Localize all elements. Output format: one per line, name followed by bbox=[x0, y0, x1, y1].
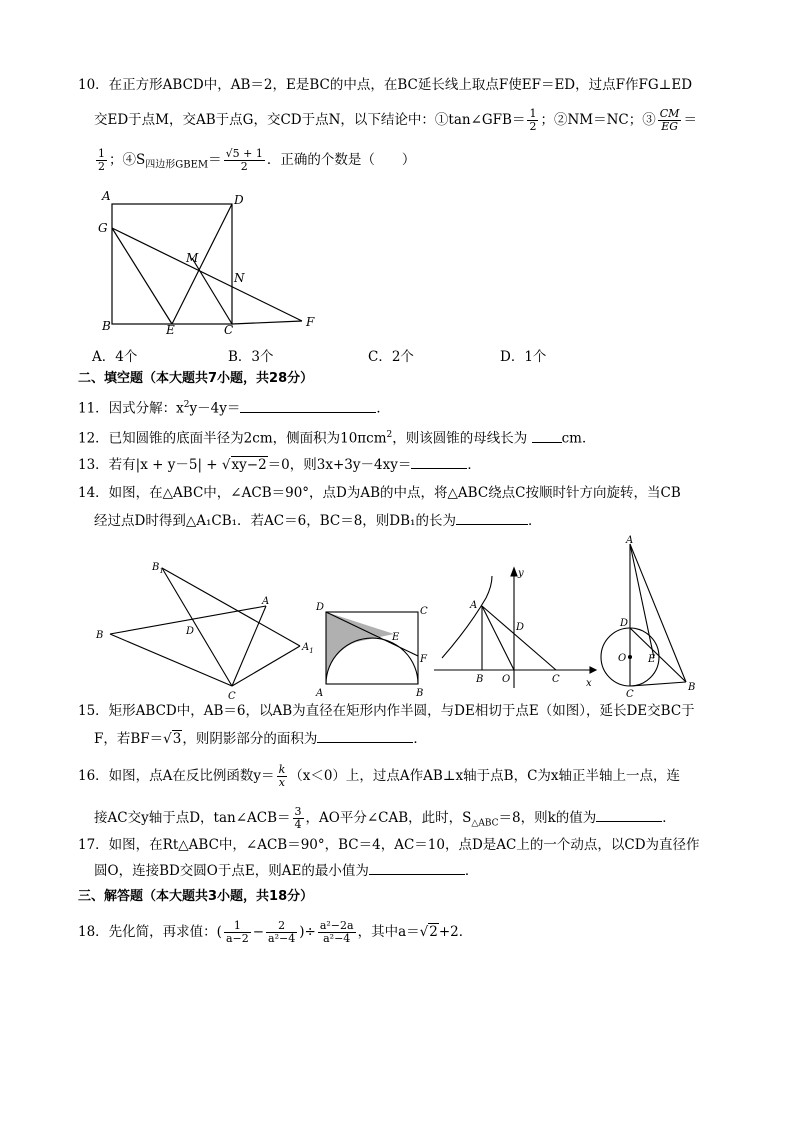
q16-line1 bbox=[78, 764, 680, 789]
q11 bbox=[78, 396, 390, 418]
q15-text: F，若BF＝ bbox=[94, 731, 164, 747]
q10-text: ；④S bbox=[109, 152, 146, 168]
label-x: x bbox=[586, 678, 592, 689]
q16-text: （x＜0）上，过点A作AB⊥x轴于点B，C为x轴正半轴上一点，连 bbox=[289, 768, 681, 784]
q10-option-a[interactable]: A．4个 bbox=[92, 349, 138, 365]
q10-option-d[interactable]: D．1个 bbox=[500, 349, 547, 365]
label-A: A bbox=[626, 535, 634, 546]
q16-line2 bbox=[94, 806, 676, 833]
fraction-half: $\frac{1}{2}$ bbox=[98, 147, 105, 173]
section-solution-heading: 三、解答题（本大题共3小题，共18分） bbox=[78, 889, 314, 904]
fraction-1: $\frac{1}{a-2}$ bbox=[225, 919, 249, 945]
q10-text: ；②NM＝NC；③ bbox=[540, 112, 656, 128]
q16-answer-blank[interactable] bbox=[596, 809, 662, 822]
q18-text: − bbox=[252, 924, 265, 940]
label-D: D bbox=[620, 618, 629, 629]
label-D: D bbox=[186, 626, 195, 637]
q10-text: ＝ bbox=[208, 152, 222, 168]
q10-line3 bbox=[94, 148, 415, 175]
q13-radicand: xy−2 bbox=[231, 457, 267, 473]
q17-text: ． bbox=[464, 863, 479, 879]
q18-text: +2． bbox=[438, 924, 473, 940]
q10-text: 交ED于点M，交AB于点G，交CD于点N，以下结论中：①tan∠GFB＝ bbox=[94, 112, 526, 128]
label-y: y bbox=[518, 568, 524, 579]
q13-text: ． bbox=[467, 457, 481, 473]
q18-text: ，其中a＝ bbox=[357, 924, 420, 940]
label-B: B bbox=[476, 674, 484, 685]
q15-radicand: 3 bbox=[172, 731, 182, 747]
label-B: B bbox=[102, 319, 111, 333]
q15-answer-blank[interactable] bbox=[317, 730, 413, 743]
label-C: C bbox=[626, 689, 634, 698]
q12 bbox=[78, 426, 595, 448]
label-D: D bbox=[234, 193, 244, 207]
label-B: B bbox=[416, 688, 424, 699]
label-A: A bbox=[470, 600, 478, 611]
label-B: B bbox=[688, 682, 696, 693]
label-A: A bbox=[262, 596, 270, 607]
q14-rotation-figure bbox=[90, 556, 325, 702]
q14-line1: 14．如图，在△ABC中，∠ACB＝90°，点D为AB的中点，将△ABC绕点C按顺时针方向旋转，当CB bbox=[78, 485, 681, 501]
q12-answer-blank[interactable] bbox=[532, 430, 562, 443]
label-E: E bbox=[648, 654, 656, 665]
q10-option-b[interactable]: B．3个 bbox=[228, 349, 274, 365]
q16-subscript: △ABC bbox=[471, 818, 499, 829]
q10-text: ＝ bbox=[683, 112, 697, 128]
label-E: E bbox=[392, 632, 400, 643]
q18: 18．先化简，再求值：( $\frac{1}{a-2}$ − $\frac{2}{\text{a²−4}}$ )÷ $\frac{\text{a²−2a}}{\text{a²−4}}$ ，其中a＝√2+2． bbox=[78, 919, 473, 945]
q11-answer-blank[interactable] bbox=[240, 400, 376, 413]
fraction-k-over-x: $\frac{k}{x}$ bbox=[278, 763, 286, 789]
q14-answer-blank[interactable] bbox=[456, 512, 528, 525]
q10-square-figure bbox=[88, 188, 328, 338]
q17-line1: 17．如图，在Rt△ABC中，∠ACB＝90°，BC＝4，AC＝10，点D是AC上的一个动点，以CD为直径作 bbox=[78, 837, 700, 853]
q16-text: ． bbox=[662, 810, 676, 826]
q11-sup: 2 bbox=[183, 400, 190, 410]
label-M: M bbox=[186, 251, 199, 265]
q18-text: 18．先化简，再求值：( bbox=[78, 924, 222, 940]
label-F: F bbox=[306, 315, 315, 329]
q15-line2: F，若BF＝√3，则阴影部分的面积为 ． bbox=[94, 731, 427, 747]
q16-text: ＝8，则k的值为 bbox=[498, 810, 597, 826]
q14-text: 经过点D时得到△A₁CB₁．若AC＝6，BC＝8，则DB₁的长为 bbox=[94, 513, 456, 529]
q14-line2 bbox=[94, 512, 541, 530]
label-B1: $B_1$ bbox=[152, 562, 164, 575]
label-D: D bbox=[516, 622, 525, 633]
q14-text: ． bbox=[527, 513, 542, 529]
q12-text: cm． bbox=[561, 430, 596, 447]
q17-answer-blank[interactable] bbox=[369, 862, 465, 875]
fraction-3: $\frac{\text{a²−2a}}{\text{a²−4}}$ bbox=[319, 919, 354, 945]
label-D: D bbox=[316, 602, 325, 613]
fraction-2: $\frac{2}{\text{a²−4}}$ bbox=[268, 919, 296, 945]
q16-hyperbola-figure bbox=[432, 564, 598, 694]
label-O: O bbox=[618, 653, 627, 664]
fraction-sqrt5: $\frac{√5 + 1}{2}$ bbox=[225, 147, 263, 173]
q10-text: ．正确的个数是（ ） bbox=[266, 152, 416, 168]
q11-text: ． bbox=[376, 400, 390, 417]
label-F: F bbox=[420, 654, 427, 665]
label-N: N bbox=[234, 271, 245, 285]
label-A1: $A_1$ bbox=[302, 642, 314, 655]
fraction-half: $\frac{1}{2}$ bbox=[529, 107, 537, 133]
q17-text: 圆O，连接BD交圆O于点E，则AE的最小值为 bbox=[94, 863, 369, 879]
q15-text: ． bbox=[413, 731, 427, 747]
fraction-cm-eg: $\frac{CM}{EG}$ bbox=[659, 107, 680, 133]
label-C: C bbox=[228, 691, 236, 702]
label-B: B bbox=[96, 630, 104, 641]
label-O: O bbox=[502, 674, 511, 685]
q10-option-c[interactable]: C．2个 bbox=[368, 349, 414, 365]
q17-circle-figure bbox=[598, 534, 704, 698]
q10-subscript: 四边形GBEM bbox=[145, 159, 209, 171]
q16-text: 接AC交y轴于点D，tan∠ACB＝ bbox=[94, 810, 291, 826]
label-E: E bbox=[166, 323, 175, 337]
q13-text: ＝0，则3x+3y－4xy＝ bbox=[267, 457, 412, 473]
q13-answer-blank[interactable] bbox=[411, 456, 467, 469]
label-C: C bbox=[552, 674, 560, 685]
q13-text: 13．若有|x + y－5| + bbox=[78, 457, 222, 473]
section-fill-in-heading: 二、填空题（本大题共7小题，共28分） bbox=[78, 371, 314, 386]
label-G: G bbox=[98, 221, 108, 235]
q18-text: )÷ bbox=[299, 924, 316, 940]
q13: 13．若有|x + y－5| + √xy−2＝0，则3x+3y－4xy＝ ． bbox=[78, 457, 481, 473]
q15-semicircle-figure bbox=[312, 598, 440, 702]
q12-sup: 2 bbox=[386, 430, 393, 440]
q18-radicand: 2 bbox=[429, 924, 438, 940]
q10-line1: 10．在正方形ABCD中，AB＝2，E是BC的中点，在BC延长线上取点F使EF＝ED，过点F作FG⊥ED bbox=[78, 77, 693, 93]
label-C: C bbox=[224, 323, 234, 337]
q11-text: y－4y＝ bbox=[189, 400, 241, 417]
q11-text: 11．因式分解：x bbox=[78, 400, 184, 417]
label-A: A bbox=[316, 688, 324, 699]
q10-line2 bbox=[94, 108, 697, 133]
q16-text: 16．如图，点A在反比例函数y＝ bbox=[78, 768, 275, 784]
q15-line1: 15．矩形ABCD中，AB＝6，以AB为直径在矩形内作半圆，与DE相切于点E（如图），延长DE交BC于 bbox=[78, 703, 695, 719]
q17-line2 bbox=[94, 862, 478, 880]
label-C: C bbox=[420, 606, 428, 617]
label-A: A bbox=[102, 189, 111, 203]
fraction-three-quarters: $\frac{3}{4}$ bbox=[294, 805, 302, 831]
q16-text: ，AO平分∠CAB，此时，S bbox=[305, 810, 472, 826]
q12-text: ，则该圆锥的母线长为 bbox=[392, 430, 528, 447]
q12-text: 12．已知圆锥的底面半径为2cm，侧面积为10πcm bbox=[78, 430, 387, 447]
q15-text: ，则阴影部分的面积为 bbox=[182, 731, 318, 747]
